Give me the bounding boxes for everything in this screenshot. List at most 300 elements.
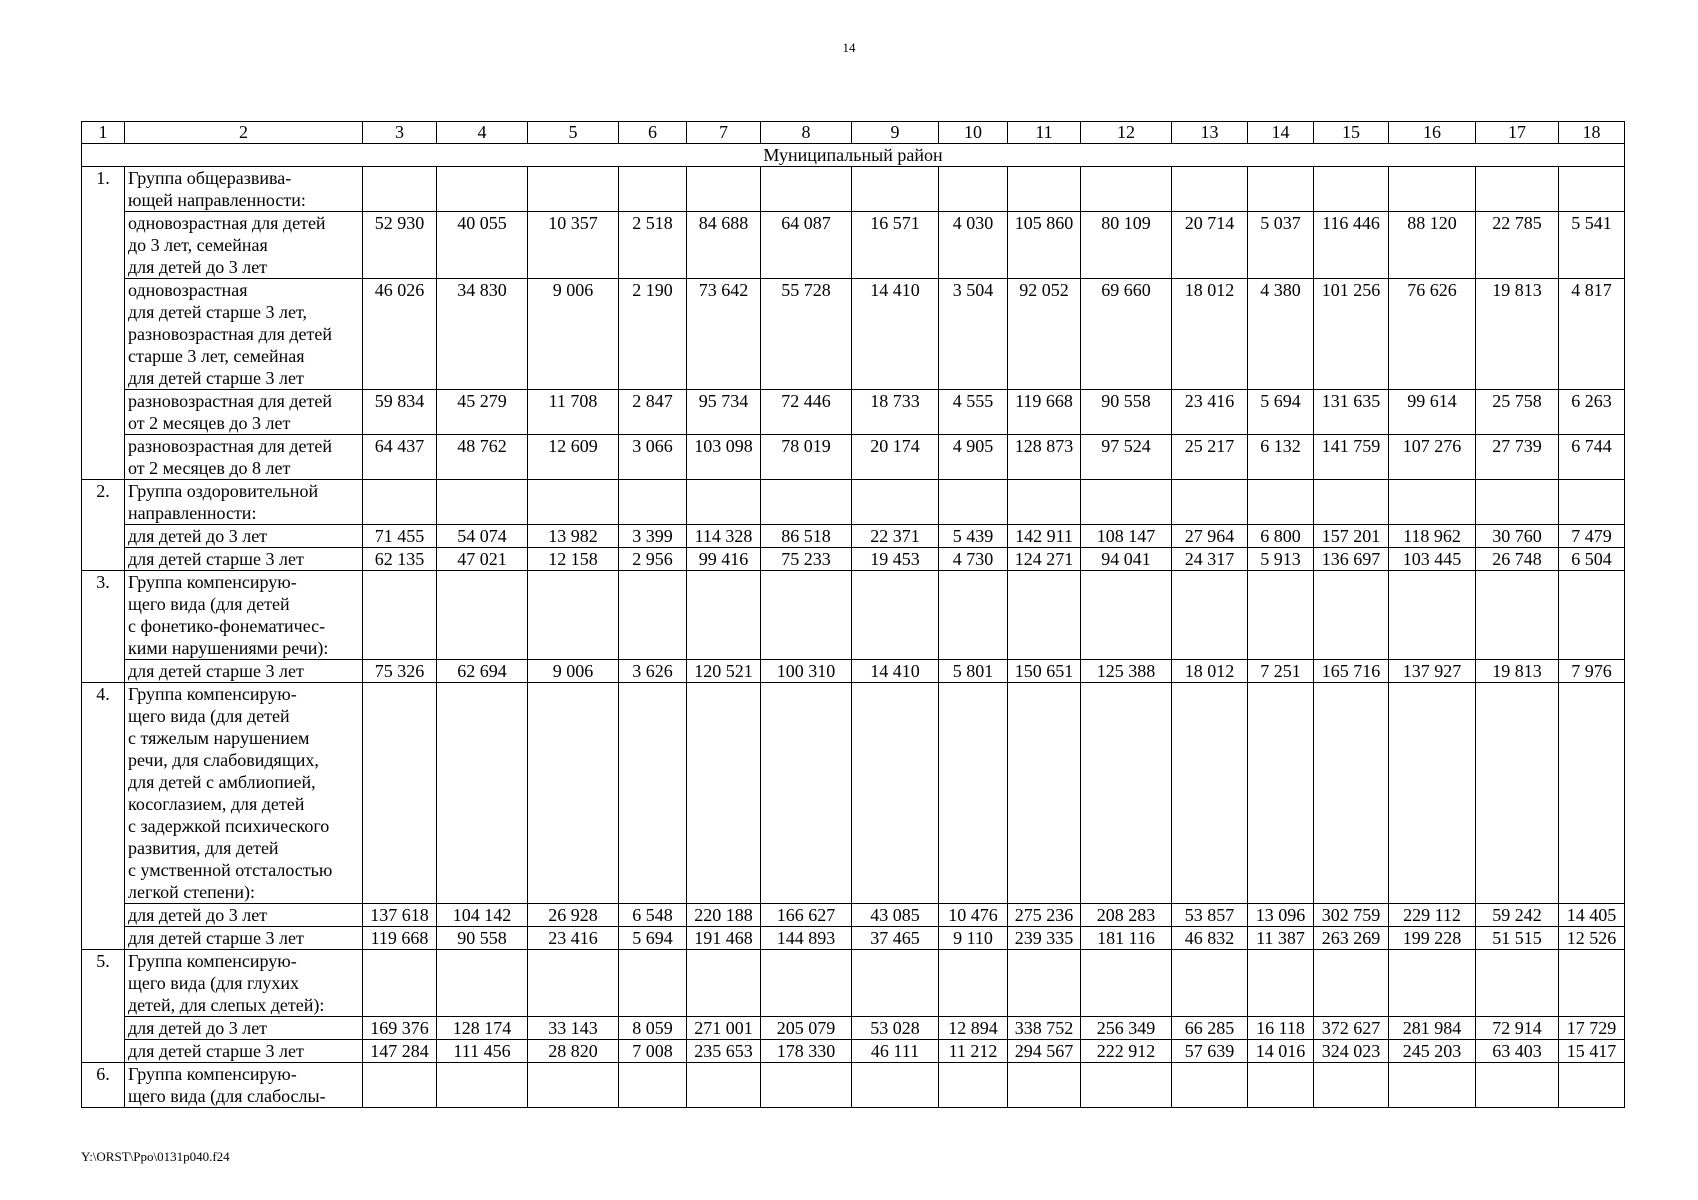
value-cell: 125 388 (1081, 660, 1172, 683)
empty-cell (852, 480, 939, 525)
empty-cell (1081, 950, 1172, 1017)
value-cell: 19 813 (1476, 660, 1559, 683)
table-row (82, 1040, 1625, 1063)
row-label: разновозрастная для детей от 2 месяцев до 8 лет (125, 435, 363, 480)
group-title: Группа компенсирую- щего вида (для детей с тяжелым нарушением речи, для слабовидящих, для детей с амблиопией, косоглазием, для детей с задержкой психического развития, для детей с умственной отсталостью легкой степени): (125, 683, 363, 904)
value-cell: 137 618 (363, 904, 437, 927)
value-cell: 9 006 (528, 660, 619, 683)
value-cell: 62 135 (363, 548, 437, 571)
value-cell: 178 330 (761, 1040, 852, 1063)
empty-cell (1314, 480, 1389, 525)
value-cell: 23 416 (1172, 390, 1248, 435)
empty-cell (528, 571, 619, 660)
row-label: для детей старше 3 лет (125, 927, 363, 950)
footer-file-path: Y:\ORST\Ppo\0131p040.f24 (81, 1149, 230, 1164)
value-cell: 108 147 (1081, 525, 1172, 548)
value-cell: 40 055 (437, 212, 528, 279)
value-cell: 166 627 (761, 904, 852, 927)
empty-cell (1081, 1063, 1172, 1108)
group-number: 4. (82, 683, 125, 950)
value-cell: 220 188 (687, 904, 761, 927)
column-number-15: 15 (1314, 122, 1389, 144)
empty-cell (1172, 950, 1248, 1017)
value-cell: 136 697 (1314, 548, 1389, 571)
value-cell: 165 716 (1314, 660, 1389, 683)
value-cell: 107 276 (1389, 435, 1476, 480)
empty-cell (1081, 167, 1172, 212)
value-cell: 245 203 (1389, 1040, 1476, 1063)
page-number: 14 (842, 40, 856, 55)
column-number-7: 7 (687, 122, 761, 144)
group-header-row (82, 950, 1625, 1017)
empty-cell (761, 571, 852, 660)
value-cell: 114 328 (687, 525, 761, 548)
value-cell: 104 142 (437, 904, 528, 927)
empty-cell (1248, 167, 1314, 212)
empty-cell (619, 571, 687, 660)
value-cell: 11 387 (1248, 927, 1314, 950)
empty-cell (528, 480, 619, 525)
empty-cell (939, 167, 1008, 212)
value-cell: 57 639 (1172, 1040, 1248, 1063)
empty-cell (1314, 950, 1389, 1017)
value-cell: 64 087 (761, 212, 852, 279)
value-cell: 28 820 (528, 1040, 619, 1063)
table-row (82, 904, 1625, 927)
value-cell: 103 445 (1389, 548, 1476, 571)
table-row (82, 1017, 1625, 1040)
value-cell: 63 403 (1476, 1040, 1559, 1063)
value-cell: 150 651 (1008, 660, 1081, 683)
column-number-row (82, 122, 1625, 144)
column-number-13: 13 (1172, 122, 1248, 144)
value-cell: 11 708 (528, 390, 619, 435)
value-cell: 302 759 (1314, 904, 1389, 927)
empty-cell (528, 950, 619, 1017)
value-cell: 54 074 (437, 525, 528, 548)
column-number-3: 3 (363, 122, 437, 144)
value-cell: 6 132 (1248, 435, 1314, 480)
group-number: 1. (82, 167, 125, 480)
value-cell: 17 729 (1559, 1017, 1625, 1040)
value-cell: 6 744 (1559, 435, 1625, 480)
empty-cell (1559, 480, 1625, 525)
empty-cell (1008, 1063, 1081, 1108)
empty-cell (363, 950, 437, 1017)
empty-cell (1314, 683, 1389, 904)
value-cell: 338 752 (1008, 1017, 1081, 1040)
empty-cell (1476, 480, 1559, 525)
value-cell: 169 376 (363, 1017, 437, 1040)
empty-cell (1389, 1063, 1476, 1108)
value-cell: 69 660 (1081, 279, 1172, 390)
value-cell: 26 748 (1476, 548, 1559, 571)
value-cell: 62 694 (437, 660, 528, 683)
value-cell: 45 279 (437, 390, 528, 435)
empty-cell (852, 1063, 939, 1108)
empty-cell (528, 1063, 619, 1108)
value-cell: 205 079 (761, 1017, 852, 1040)
value-cell: 24 317 (1172, 548, 1248, 571)
column-number-17: 17 (1476, 122, 1559, 144)
group-header-row (82, 571, 1625, 660)
value-cell: 22 785 (1476, 212, 1559, 279)
empty-cell (1314, 571, 1389, 660)
value-cell: 147 284 (363, 1040, 437, 1063)
column-number-10: 10 (939, 122, 1008, 144)
empty-cell (1476, 571, 1559, 660)
empty-cell (852, 683, 939, 904)
value-cell: 144 893 (761, 927, 852, 950)
value-cell: 101 256 (1314, 279, 1389, 390)
empty-cell (939, 571, 1008, 660)
value-cell: 19 453 (852, 548, 939, 571)
value-cell: 90 558 (437, 927, 528, 950)
row-label: для детей до 3 лет (125, 525, 363, 548)
value-cell: 22 371 (852, 525, 939, 548)
value-cell: 116 446 (1314, 212, 1389, 279)
value-cell: 7 479 (1559, 525, 1625, 548)
empty-cell (939, 480, 1008, 525)
value-cell: 6 800 (1248, 525, 1314, 548)
value-cell: 275 236 (1008, 904, 1081, 927)
group-number: 2. (82, 480, 125, 571)
value-cell: 14 016 (1248, 1040, 1314, 1063)
empty-cell (939, 950, 1008, 1017)
group-header-row (82, 167, 1625, 212)
value-cell: 16 118 (1248, 1017, 1314, 1040)
table-row (82, 660, 1625, 683)
value-cell: 4 030 (939, 212, 1008, 279)
column-number-6: 6 (619, 122, 687, 144)
value-cell: 53 028 (852, 1017, 939, 1040)
empty-cell (852, 571, 939, 660)
value-cell: 37 465 (852, 927, 939, 950)
value-cell: 324 023 (1314, 1040, 1389, 1063)
value-cell: 4 905 (939, 435, 1008, 480)
value-cell: 90 558 (1081, 390, 1172, 435)
empty-cell (1559, 950, 1625, 1017)
group-number: 5. (82, 950, 125, 1063)
value-cell: 239 335 (1008, 927, 1081, 950)
table-row (82, 927, 1625, 950)
empty-cell (687, 950, 761, 1017)
empty-cell (1559, 571, 1625, 660)
table-row (82, 548, 1625, 571)
empty-cell (761, 167, 852, 212)
empty-cell (619, 950, 687, 1017)
empty-cell (1248, 950, 1314, 1017)
value-cell: 16 571 (852, 212, 939, 279)
column-number-8: 8 (761, 122, 852, 144)
empty-cell (363, 571, 437, 660)
value-cell: 66 285 (1172, 1017, 1248, 1040)
column-number-12: 12 (1081, 122, 1172, 144)
value-cell: 119 668 (363, 927, 437, 950)
group-title: Группа компенсирую- щего вида (для глухих детей, для слепых детей): (125, 950, 363, 1017)
value-cell: 13 982 (528, 525, 619, 548)
value-cell: 4 555 (939, 390, 1008, 435)
value-cell: 53 857 (1172, 904, 1248, 927)
column-number-18: 18 (1559, 122, 1625, 144)
empty-cell (528, 167, 619, 212)
column-number-4: 4 (437, 122, 528, 144)
empty-cell (687, 1063, 761, 1108)
value-cell: 199 228 (1389, 927, 1476, 950)
row-label: для детей старше 3 лет (125, 548, 363, 571)
value-cell: 51 515 (1476, 927, 1559, 950)
value-cell: 55 728 (761, 279, 852, 390)
value-cell: 14 410 (852, 279, 939, 390)
empty-cell (687, 167, 761, 212)
value-cell: 43 085 (852, 904, 939, 927)
value-cell: 181 116 (1081, 927, 1172, 950)
value-cell: 111 456 (437, 1040, 528, 1063)
column-number-9: 9 (852, 122, 939, 144)
empty-cell (1476, 683, 1559, 904)
value-cell: 5 694 (619, 927, 687, 950)
value-cell: 6 263 (1559, 390, 1625, 435)
value-cell: 4 730 (939, 548, 1008, 571)
value-cell: 124 271 (1008, 548, 1081, 571)
empty-cell (761, 683, 852, 904)
tariff-table (81, 121, 1625, 1108)
row-label: разновозрастная для детей от 2 месяцев до 3 лет (125, 390, 363, 435)
value-cell: 86 518 (761, 525, 852, 548)
row-label: для детей до 3 лет (125, 904, 363, 927)
value-cell: 5 541 (1559, 212, 1625, 279)
value-cell: 263 269 (1314, 927, 1389, 950)
empty-cell (1081, 683, 1172, 904)
group-number: 6. (82, 1063, 125, 1108)
row-label: для детей старше 3 лет (125, 660, 363, 683)
value-cell: 15 417 (1559, 1040, 1625, 1063)
row-label: для детей до 3 лет (125, 1017, 363, 1040)
table-row (82, 390, 1625, 435)
value-cell: 76 626 (1389, 279, 1476, 390)
value-cell: 118 962 (1389, 525, 1476, 548)
value-cell: 47 021 (437, 548, 528, 571)
value-cell: 48 762 (437, 435, 528, 480)
empty-cell (437, 950, 528, 1017)
empty-cell (1476, 1063, 1559, 1108)
value-cell: 12 894 (939, 1017, 1008, 1040)
value-cell: 6 548 (619, 904, 687, 927)
value-cell: 26 928 (528, 904, 619, 927)
value-cell: 20 714 (1172, 212, 1248, 279)
value-cell: 372 627 (1314, 1017, 1389, 1040)
value-cell: 7 976 (1559, 660, 1625, 683)
value-cell: 71 455 (363, 525, 437, 548)
empty-cell (852, 167, 939, 212)
value-cell: 30 760 (1476, 525, 1559, 548)
empty-cell (1008, 167, 1081, 212)
column-number-2: 2 (125, 122, 363, 144)
empty-cell (1008, 480, 1081, 525)
group-title: Группа оздоровительной направленности: (125, 480, 363, 525)
empty-cell (437, 683, 528, 904)
value-cell: 128 873 (1008, 435, 1081, 480)
value-cell: 84 688 (687, 212, 761, 279)
value-cell: 12 158 (528, 548, 619, 571)
empty-cell (1172, 683, 1248, 904)
value-cell: 8 059 (619, 1017, 687, 1040)
row-label: одновозрастная для детей до 3 лет, семейная для детей до 3 лет (125, 212, 363, 279)
value-cell: 208 283 (1081, 904, 1172, 927)
value-cell: 12 609 (528, 435, 619, 480)
empty-cell (1314, 167, 1389, 212)
empty-cell (1248, 480, 1314, 525)
value-cell: 80 109 (1081, 212, 1172, 279)
value-cell: 119 668 (1008, 390, 1081, 435)
empty-cell (852, 950, 939, 1017)
value-cell: 46 026 (363, 279, 437, 390)
empty-cell (619, 480, 687, 525)
value-cell: 59 242 (1476, 904, 1559, 927)
value-cell: 256 349 (1081, 1017, 1172, 1040)
value-cell: 142 911 (1008, 525, 1081, 548)
empty-cell (1248, 1063, 1314, 1108)
value-cell: 52 930 (363, 212, 437, 279)
empty-cell (1081, 571, 1172, 660)
value-cell: 99 614 (1389, 390, 1476, 435)
value-cell: 7 251 (1248, 660, 1314, 683)
empty-cell (363, 167, 437, 212)
row-label: для детей старше 3 лет (125, 1040, 363, 1063)
empty-cell (1008, 571, 1081, 660)
value-cell: 294 567 (1008, 1040, 1081, 1063)
empty-cell (1559, 1063, 1625, 1108)
empty-cell (687, 480, 761, 525)
column-number-14: 14 (1248, 122, 1314, 144)
value-cell: 64 437 (363, 435, 437, 480)
empty-cell (1172, 167, 1248, 212)
value-cell: 3 399 (619, 525, 687, 548)
empty-cell (1389, 480, 1476, 525)
value-cell: 59 834 (363, 390, 437, 435)
value-cell: 46 832 (1172, 927, 1248, 950)
group-title: Группа общеразвива- ющей направленности: (125, 167, 363, 212)
empty-cell (528, 683, 619, 904)
empty-cell (1476, 167, 1559, 212)
value-cell: 72 446 (761, 390, 852, 435)
column-number-1: 1 (82, 122, 125, 144)
value-cell: 20 174 (852, 435, 939, 480)
group-header-row (82, 1063, 1625, 1108)
column-number-11: 11 (1008, 122, 1081, 144)
value-cell: 10 357 (528, 212, 619, 279)
value-cell: 3 504 (939, 279, 1008, 390)
table-row (82, 525, 1625, 548)
empty-cell (437, 571, 528, 660)
value-cell: 10 476 (939, 904, 1008, 927)
value-cell: 271 001 (687, 1017, 761, 1040)
value-cell: 6 504 (1559, 548, 1625, 571)
empty-cell (1389, 571, 1476, 660)
value-cell: 19 813 (1476, 279, 1559, 390)
empty-cell (363, 480, 437, 525)
empty-cell (687, 571, 761, 660)
empty-cell (761, 480, 852, 525)
empty-cell (1081, 480, 1172, 525)
empty-cell (1008, 683, 1081, 904)
value-cell: 5 913 (1248, 548, 1314, 571)
empty-cell (363, 1063, 437, 1108)
empty-cell (437, 480, 528, 525)
table-row (82, 435, 1625, 480)
value-cell: 4 817 (1559, 279, 1625, 390)
empty-cell (363, 683, 437, 904)
value-cell: 18 012 (1172, 660, 1248, 683)
value-cell: 25 217 (1172, 435, 1248, 480)
value-cell: 120 521 (687, 660, 761, 683)
value-cell: 5 037 (1248, 212, 1314, 279)
value-cell: 78 019 (761, 435, 852, 480)
empty-cell (1248, 683, 1314, 904)
empty-cell (1389, 950, 1476, 1017)
empty-cell (619, 683, 687, 904)
row-label: одновозрастная для детей старше 3 лет, разновозрастная для детей старше 3 лет, семейная для детей старше 3 лет (125, 279, 363, 390)
value-cell: 34 830 (437, 279, 528, 390)
value-cell: 2 847 (619, 390, 687, 435)
empty-cell (687, 683, 761, 904)
table-row (82, 279, 1625, 390)
value-cell: 191 468 (687, 927, 761, 950)
value-cell: 25 758 (1476, 390, 1559, 435)
value-cell: 11 212 (939, 1040, 1008, 1063)
value-cell: 92 052 (1008, 279, 1081, 390)
value-cell: 2 518 (619, 212, 687, 279)
value-cell: 229 112 (1389, 904, 1476, 927)
value-cell: 7 008 (619, 1040, 687, 1063)
empty-cell (1172, 480, 1248, 525)
value-cell: 235 653 (687, 1040, 761, 1063)
empty-cell (1248, 571, 1314, 660)
value-cell: 13 096 (1248, 904, 1314, 927)
value-cell: 103 098 (687, 435, 761, 480)
value-cell: 97 524 (1081, 435, 1172, 480)
value-cell: 33 143 (528, 1017, 619, 1040)
value-cell: 3 626 (619, 660, 687, 683)
empty-cell (761, 950, 852, 1017)
value-cell: 9 006 (528, 279, 619, 390)
value-cell: 141 759 (1314, 435, 1389, 480)
group-title: Группа компенсирую- щего вида (для детей с фонетико-фонематичес- кими нарушениями речи): (125, 571, 363, 660)
value-cell: 12 526 (1559, 927, 1625, 950)
value-cell: 23 416 (528, 927, 619, 950)
column-number-5: 5 (528, 122, 619, 144)
group-header-row (82, 480, 1625, 525)
group-title: Группа компенсирую- щего вида (для слабослы- (125, 1063, 363, 1108)
value-cell: 27 739 (1476, 435, 1559, 480)
group-header-row (82, 683, 1625, 904)
section-title: Муниципальный район (82, 144, 1625, 167)
value-cell: 27 964 (1172, 525, 1248, 548)
empty-cell (1389, 683, 1476, 904)
empty-cell (1008, 950, 1081, 1017)
empty-cell (619, 167, 687, 212)
empty-cell (1172, 1063, 1248, 1108)
table-row (82, 212, 1625, 279)
value-cell: 88 120 (1389, 212, 1476, 279)
value-cell: 99 416 (687, 548, 761, 571)
value-cell: 222 912 (1081, 1040, 1172, 1063)
empty-cell (1314, 1063, 1389, 1108)
value-cell: 3 066 (619, 435, 687, 480)
value-cell: 137 927 (1389, 660, 1476, 683)
section-row (82, 144, 1625, 167)
empty-cell (1172, 571, 1248, 660)
